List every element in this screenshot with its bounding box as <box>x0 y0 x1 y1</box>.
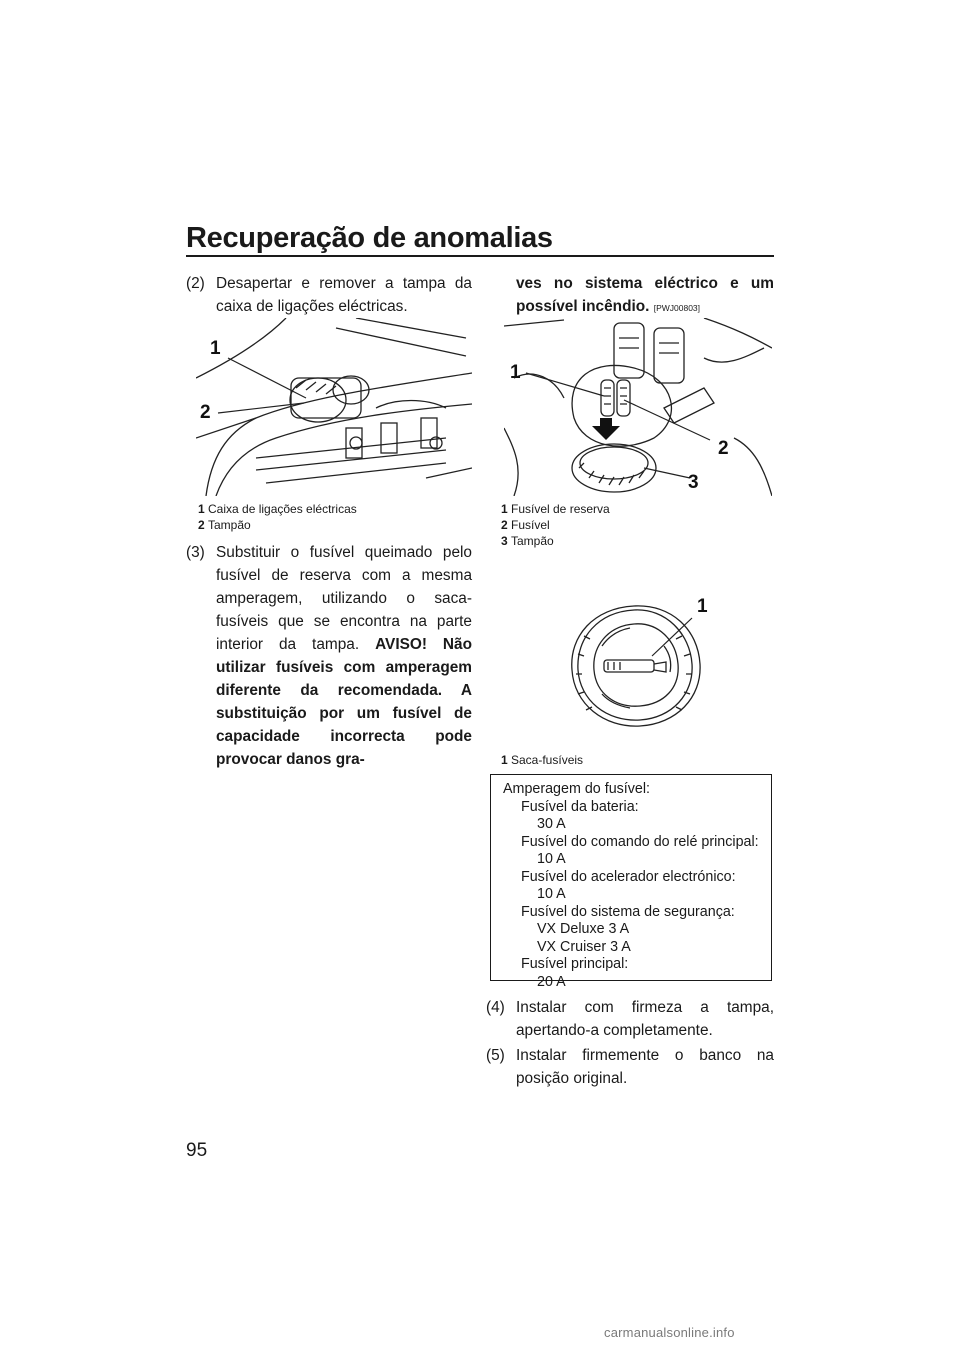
step-4 <box>486 996 774 1042</box>
title-rule <box>186 255 774 257</box>
spec-item-name: Fusível do acelerador electrónico: <box>521 868 736 885</box>
figure-1-label-1: 1 <box>210 338 221 359</box>
spec-item-value: VX Deluxe 3 A <box>537 921 630 937</box>
figure-1-captions <box>198 501 474 533</box>
spec-item-name: Fusível do sistema de segurança: <box>521 903 735 920</box>
step-4-text: Instalar com firmeza a tampa, apertando-a completamente. <box>516 999 774 1039</box>
notice-text: Não utilizar fusíveis com amperagem diferente da recomendada. A substituição por um fusível de capacidade incorrecta pode provocar danos gra- <box>216 636 472 768</box>
spec-item-value: VX Cruiser 3 A <box>537 938 631 955</box>
step-2-number: (2) <box>186 275 205 292</box>
spec-item-value: 30 A <box>537 816 566 832</box>
fuse-puller-illustration <box>564 596 714 736</box>
notice-code: [PWJ00803] <box>653 303 701 313</box>
step-4-number: (4) <box>486 999 505 1016</box>
step-3 <box>186 541 472 771</box>
caption-row: 3 Tampão <box>501 534 554 548</box>
spec-item-value: 20 A <box>537 973 566 990</box>
step-5-number: (5) <box>486 1047 505 1064</box>
step-3-number: (3) <box>186 544 205 561</box>
figure-2-label-1: 1 <box>510 362 521 383</box>
figure-junction-box <box>196 318 472 496</box>
figure-2-label-2: 2 <box>718 438 729 459</box>
fuses-illustration <box>504 318 772 496</box>
figure-fuse-puller <box>564 596 714 736</box>
notice-continued <box>486 272 774 320</box>
figure-3-label-1: 1 <box>697 596 708 617</box>
notice-continued-text: ves no sistema eléctrico e um possível incêndio. [PWJ00803] <box>516 275 774 315</box>
figure-2-label-3: 3 <box>688 472 699 493</box>
caption-row: 1 Fusível de reserva <box>501 502 610 516</box>
step-2-text: Desapertar e remover a tampa da caixa de ligações eléctricas. <box>216 275 472 315</box>
figure-2-captions <box>501 501 773 549</box>
notice-label: AVISO! <box>375 636 427 653</box>
figure-3-captions <box>501 752 773 768</box>
caption-row: 2 Fusível <box>501 518 550 532</box>
watermark[interactable]: carmanualsonline.info <box>604 1325 735 1340</box>
page-number: 95 <box>186 1140 208 1161</box>
caption-row: 1 Caixa de ligações eléctricas <box>198 502 357 516</box>
step-2 <box>186 272 472 318</box>
spec-item-name: Fusível do comando do relé principal: <box>521 833 759 850</box>
fuse-amperage-spec-box <box>490 774 772 990</box>
spec-heading: Amperagem do fusível: <box>503 781 651 797</box>
step-3-text: Substituir o fusível queimado pelo fusível de reserva com a mesma amperagem, utilizando o saca-fusíveis que se encontra na parte interior da tampa. AVISO! Não utilizar fusíveis com amperagem diferente da recomendada. A substituição por um fusível de capacidade incorrecta pode provocar danos gra- <box>216 544 472 768</box>
spec-item-name: Fusível principal: <box>521 956 629 972</box>
step-5-text: Instalar firmemente o banco na posição original. <box>516 1047 774 1087</box>
junction-box-illustration <box>196 318 472 496</box>
figure-fuses <box>504 318 772 496</box>
spec-item-value: 10 A <box>537 851 566 867</box>
step-5 <box>486 1044 774 1090</box>
caption-row: 1 Saca-fusíveis <box>501 753 584 767</box>
caption-row: 2 Tampão <box>198 518 251 532</box>
figure-1-label-2: 2 <box>200 402 211 423</box>
spec-item-value: 10 A <box>537 886 566 902</box>
spec-item-name: Fusível da bateria: <box>521 798 639 815</box>
page-title: Recuperação de anomalias <box>186 222 553 254</box>
